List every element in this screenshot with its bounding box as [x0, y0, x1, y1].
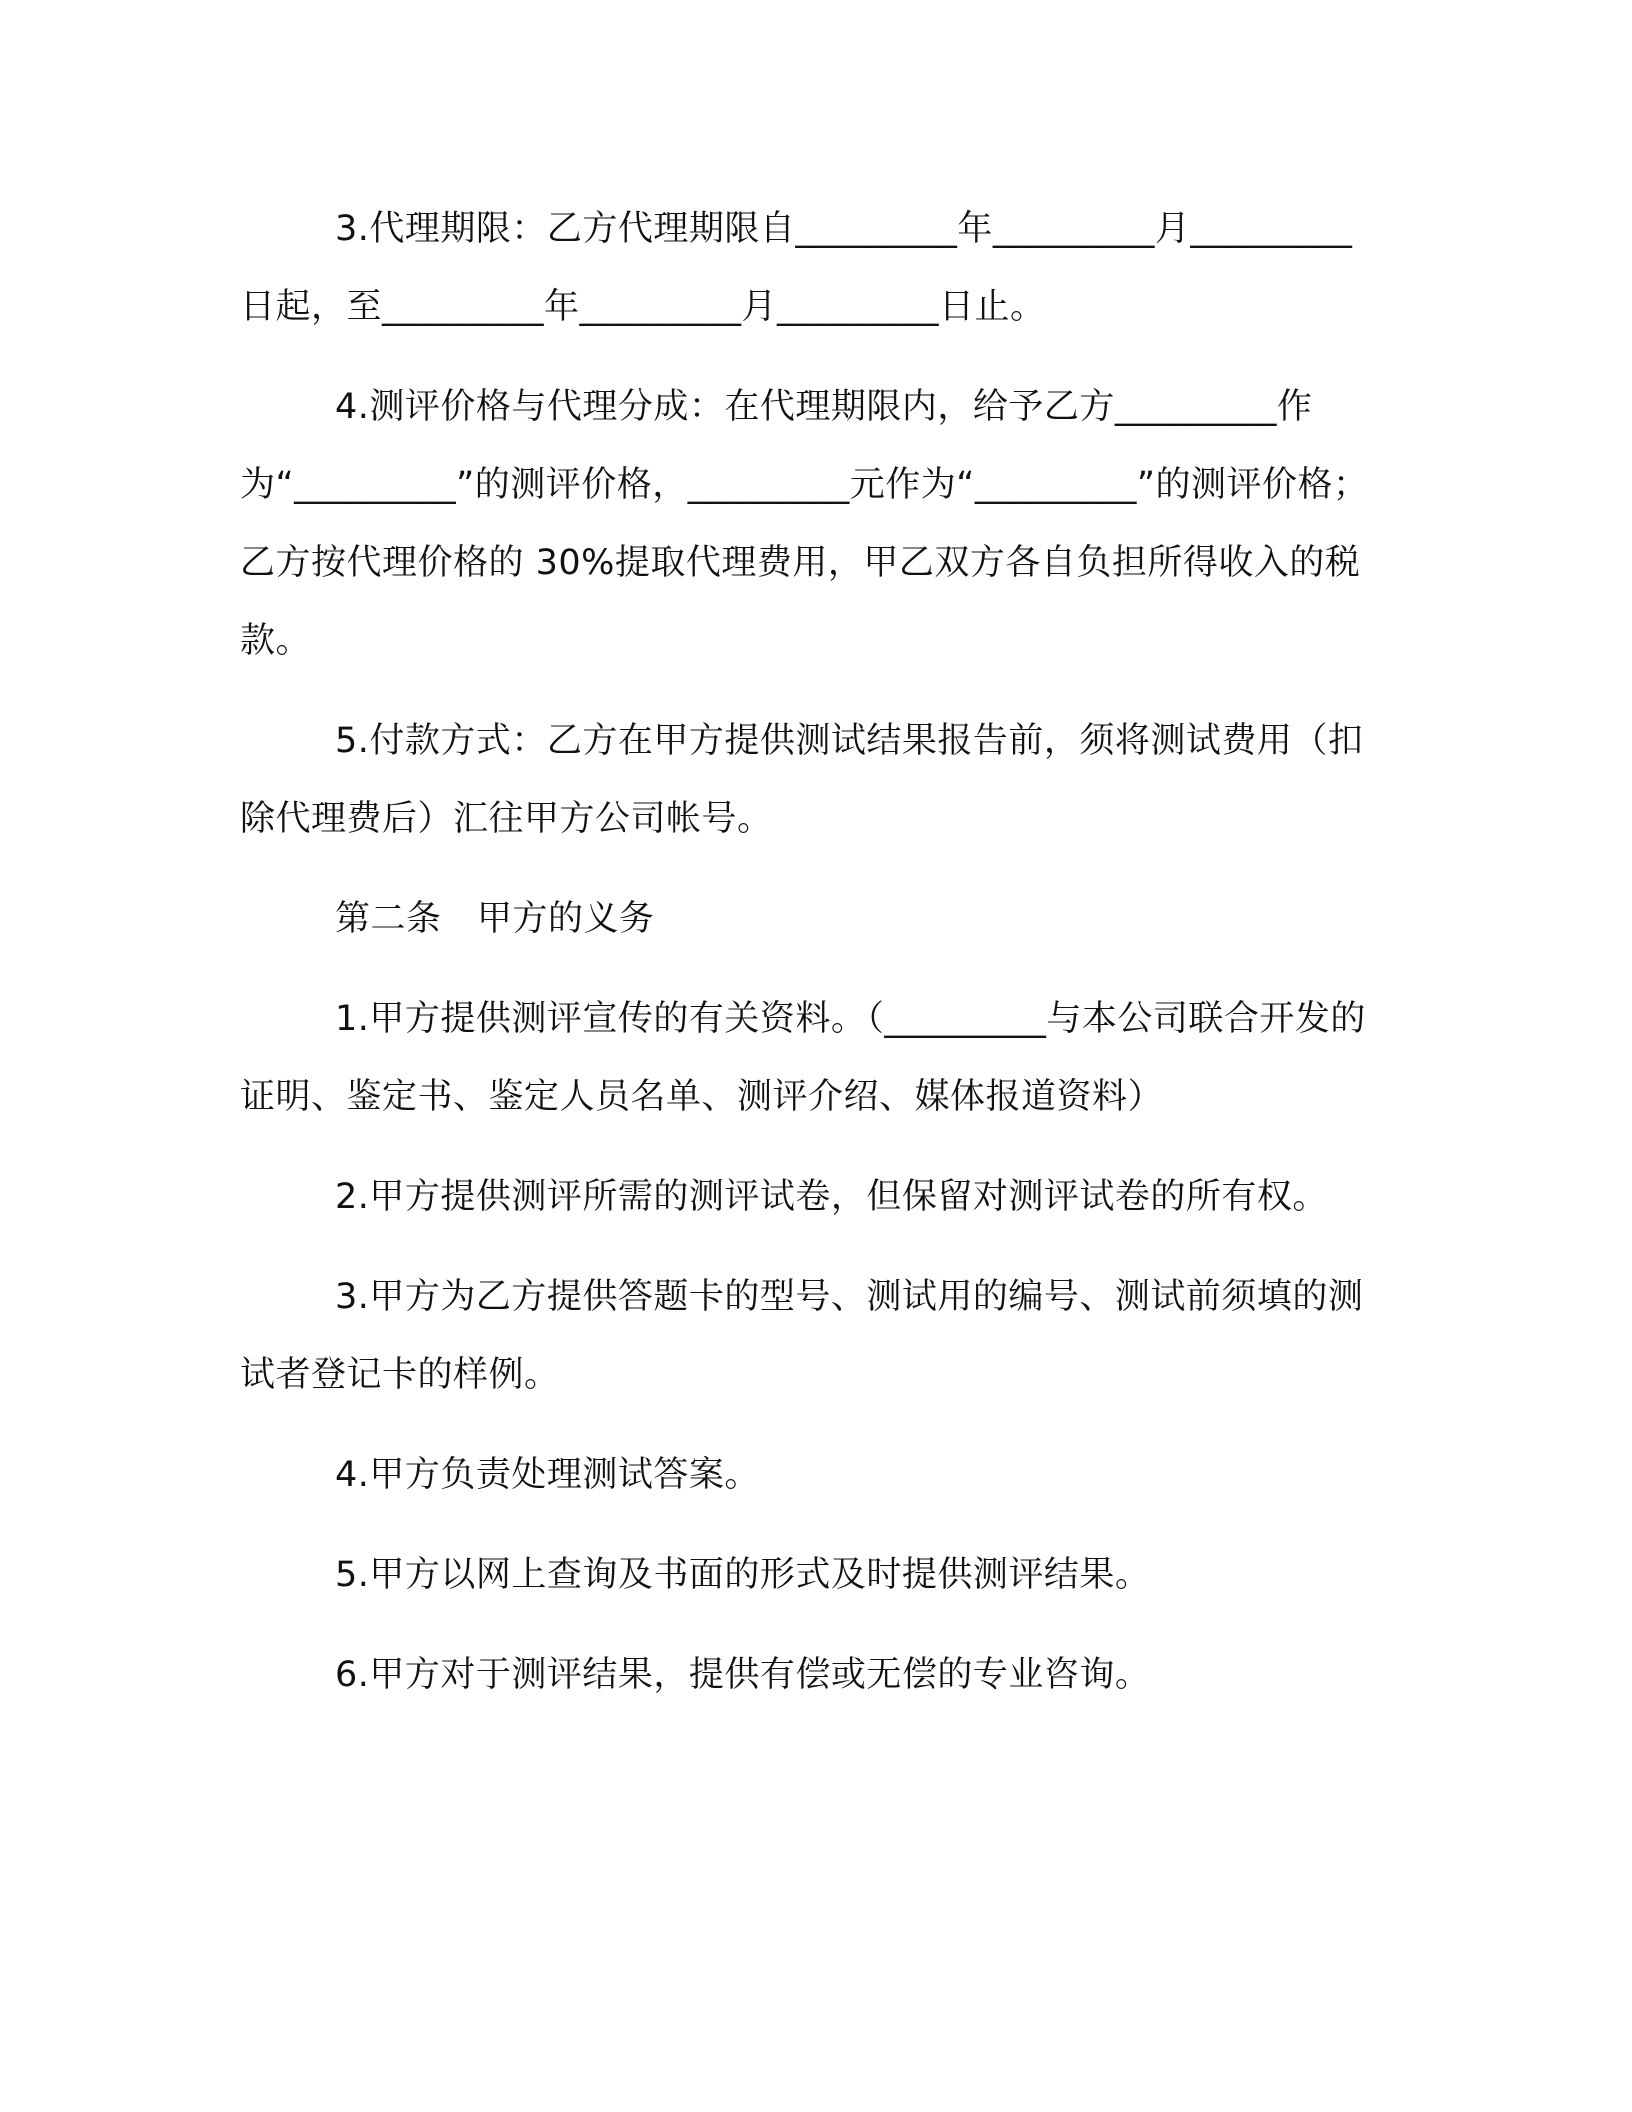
obligation-item: 1.甲方提供测评宣传的有关资料。（_________与本公司联合开发的证明、鉴定书、鉴定人员名单、测评介绍、媒体报道资料）: [240, 999, 1366, 1117]
clause-payment-method: 5.付款方式：乙方在甲方提供测试结果报告前，须将测试费用（扣除代理费后）汇往甲方公司帐号。: [240, 721, 1364, 839]
obligation-item: 6.甲方对于测评结果，提供有偿或无偿的专业咨询。: [335, 1655, 1151, 1695]
document-body: [240, 190, 1380, 1736]
clause-agency-period: 3.代理期限：乙方代理期限自_________年_________月_________日起，至_________年_________月_________日止。: [240, 209, 1353, 327]
obligation-item: 5.甲方以网上查询及书面的形式及时提供测评结果。: [335, 1555, 1151, 1595]
obligation-item: 4.甲方负责处理测试答案。: [335, 1455, 760, 1495]
clause-pricing-commission: 4.测评价格与代理分成：在代理期限内，给予乙方_________作为“_________”的测评价格，_________元作为“_________”的测评价格；乙方按代理价格的 30%提取代理费用，甲乙双方各自负担所得收入的税款。: [240, 387, 1369, 661]
obligation-item: 3.甲方为乙方提供答题卡的型号、测试用的编号、测试前须填的测试者登记卡的样例。: [240, 1277, 1364, 1395]
obligation-item: 2.甲方提供测评所需的测评试卷，但保留对测评试卷的所有权。: [335, 1177, 1328, 1217]
section-heading: 第二条 甲方的义务: [335, 899, 655, 939]
